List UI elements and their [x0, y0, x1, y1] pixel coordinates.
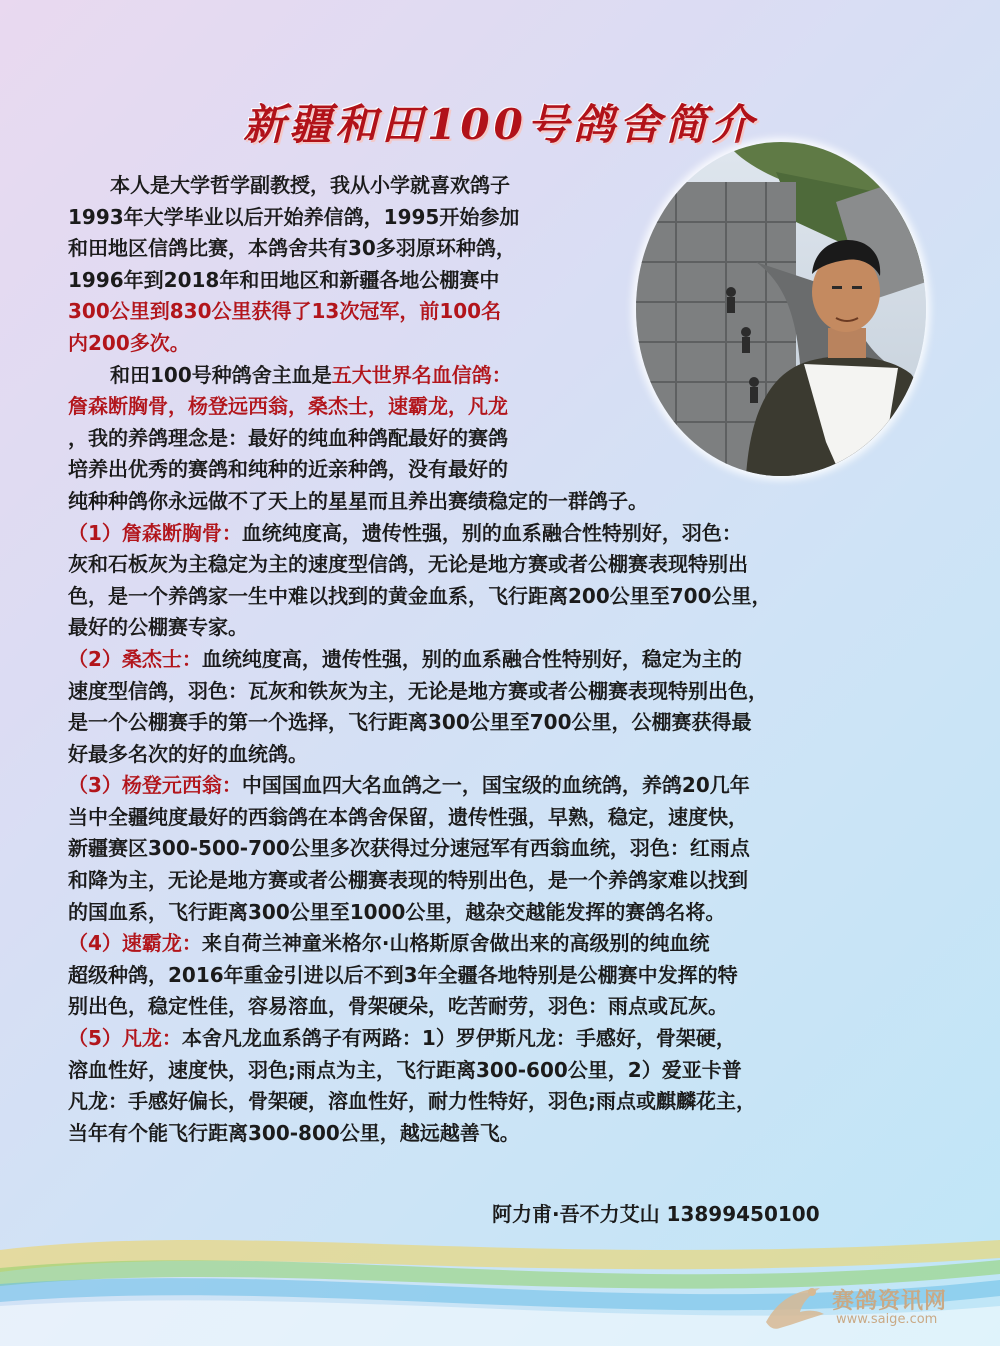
- bloodline-text: 血统纯度高，遗传性强，别的血系融合性特别好，稳定为主的: [201, 646, 742, 671]
- body-text: 培养出优秀的赛鸽和纯种的近亲种鸽，没有最好的: [68, 457, 508, 482]
- bloodline-text: 速度型信鸽，羽色：瓦灰和铁灰为主，无论是地方赛或者公棚赛表现特别出色，: [68, 678, 768, 703]
- bloodline-text: 本舍凡龙血系鸽子有两路：1）罗伊斯凡龙：手感好，骨架硬，: [181, 1026, 736, 1051]
- bloodline-entry: [68, 770, 968, 928]
- bloodline-line: [68, 1118, 968, 1150]
- bloodline-line: [68, 865, 968, 897]
- bloodline-text: 新疆赛区300-500-700公里多次获得过分速冠军有西翁血统，羽色：红雨点: [68, 836, 750, 861]
- intro-line: [68, 296, 968, 328]
- bloodline-line: [68, 770, 968, 802]
- body-text: 和田地区信鸽比赛，本鸽舍共有30多羽原环种鸽，: [68, 236, 516, 261]
- article-body: [68, 170, 968, 1149]
- bloodline-label: （1）詹森断胸骨：: [68, 520, 242, 545]
- bloodline-text: 色，是一个养鸽家一生中难以找到的黄金血系，飞行距离200公里至700公里，: [68, 583, 772, 608]
- bloodline-line: [68, 707, 968, 739]
- watermark-name: 赛鸽资讯网: [832, 1289, 948, 1314]
- bloodline-label: （3）杨登元西翁：: [68, 773, 242, 798]
- bloodline-label: （2）桑杰士：: [68, 646, 202, 671]
- bloodline-line: [68, 1055, 968, 1087]
- bloodline-entry: [68, 1023, 968, 1149]
- intro-line: [68, 265, 968, 297]
- bloodline-line: [68, 991, 968, 1023]
- bloodline-line: [68, 897, 968, 929]
- bloodline-text: 好最多名次的好的血统鸽。: [68, 741, 308, 766]
- bloodline-line: [68, 928, 968, 960]
- intro-line: [68, 170, 968, 202]
- intro-line: [68, 486, 968, 518]
- bloodline-line: [68, 833, 968, 865]
- bloodline-entry: [68, 644, 968, 770]
- bloodline-line: [68, 802, 968, 834]
- bloodline-line: [68, 644, 968, 676]
- intro-line: [68, 233, 968, 265]
- intro-line: [68, 360, 968, 392]
- bloodline-text: 最好的公棚赛专家。: [68, 615, 248, 640]
- bloodline-label: （5）凡龙：: [68, 1026, 182, 1051]
- bloodline-line: [68, 612, 968, 644]
- page-title: 新疆和田100号鸽舍简介: [243, 100, 757, 149]
- watermark-url: www.saige.com: [836, 1312, 938, 1327]
- bloodline-text: 溶血性好，速度快，羽色;雨点为主，飞行距离300-600公里，2）爱亚卡普: [68, 1057, 742, 1082]
- highlight-text: 五大世界名血信鸽：: [331, 362, 512, 387]
- bloodline-text: 别出色，稳定性佳，容易溶血，骨架硬朵，吃苦耐劳，羽色：雨点或瓦灰。: [68, 994, 728, 1019]
- body-text: 纯种种鸽你永远做不了天上的星星而且养出赛绩稳定的一群鸽子。: [68, 488, 648, 513]
- bloodline-text: 和降为主，无论是地方赛或者公棚赛表现的特别出色，是一个养鸽家难以找到: [68, 868, 748, 893]
- bloodline-entry: [68, 928, 968, 1023]
- bloodline-text: 血统纯度高，遗传性强，别的血系融合性特别好，羽色：: [241, 520, 742, 545]
- bloodline-entry: [68, 518, 968, 644]
- bloodlines-section: [68, 518, 968, 1150]
- bloodline-text: 当年有个能飞行距离300-800公里，越远越善飞。: [68, 1120, 520, 1145]
- body-text: 1993年大学毕业以后开始养信鸽，1995开始参加: [68, 204, 520, 229]
- highlight-text: 詹森断胸骨，杨登远西翁，桑杰士，速霸龙，凡龙: [68, 394, 508, 419]
- bloodline-line: [68, 549, 968, 581]
- bloodline-text: 中国国血四大名血鸽之一，国宝级的血统鸽，养鸽20几年: [241, 773, 750, 798]
- bloodline-text: 凡龙：手感好偏长，骨架硬，溶血性好，耐力性特好，羽色;雨点或麒麟花主，: [68, 1089, 756, 1114]
- intro-section: [68, 170, 968, 518]
- bloodline-line: [68, 1086, 968, 1118]
- bloodline-text: 超级种鸽，2016年重金引进以后不到3年全疆各地特别是公棚赛中发挥的特: [68, 962, 738, 987]
- bloodline-label: （4）速霸龙：: [68, 931, 202, 956]
- bloodline-text: 来自荷兰神童米格尔·山格斯原舍做出来的高级别的纯血统: [201, 931, 710, 956]
- bloodline-line: [68, 518, 968, 550]
- bloodline-line: [68, 581, 968, 613]
- bloodline-line: [68, 1023, 968, 1055]
- bloodline-text: 当中全疆纯度最好的西翁鸽在本鸽舍保留，遗传性强，早熟，稳定，速度快，: [68, 804, 748, 829]
- intro-line: [68, 328, 968, 360]
- pigeon-logo-icon: [760, 1280, 830, 1336]
- highlight-text: 内200多次。: [68, 330, 190, 355]
- intro-line: [68, 391, 968, 423]
- bloodline-text: 的国血系，飞行距离300公里至1000公里，越杂交越能发挥的赛鸽名将。: [68, 899, 726, 924]
- bloodline-line: [68, 676, 968, 708]
- body-text: 本人是大学哲学副教授，我从小学就喜欢鸽子: [110, 173, 510, 197]
- body-text: 1996年到2018年和田地区和新疆各地公棚赛中: [68, 267, 500, 292]
- bloodline-line: [68, 960, 968, 992]
- bloodline-text: 灰和石板灰为主稳定为主的速度型信鸽，无论是地方赛或者公棚赛表现特别出: [68, 552, 748, 577]
- intro-line: [68, 454, 968, 486]
- highlight-text: 300公里到830公里获得了13次冠军，前100名: [68, 299, 502, 324]
- bloodline-text: 是一个公棚赛手的第一个选择，飞行距离300公里至700公里，公棚赛获得最: [68, 710, 752, 735]
- intro-line: [68, 202, 968, 234]
- body-text: ，我的养鸽理念是：最好的纯血种鸽配最好的赛鸽: [68, 425, 508, 450]
- bloodline-line: [68, 739, 968, 771]
- body-text: 和田100号种鸽舍主血是: [110, 362, 332, 387]
- signature: 阿力甫·吾不力艾山 13899450100: [492, 1202, 820, 1226]
- watermark: [760, 1280, 980, 1336]
- intro-line: [68, 423, 968, 455]
